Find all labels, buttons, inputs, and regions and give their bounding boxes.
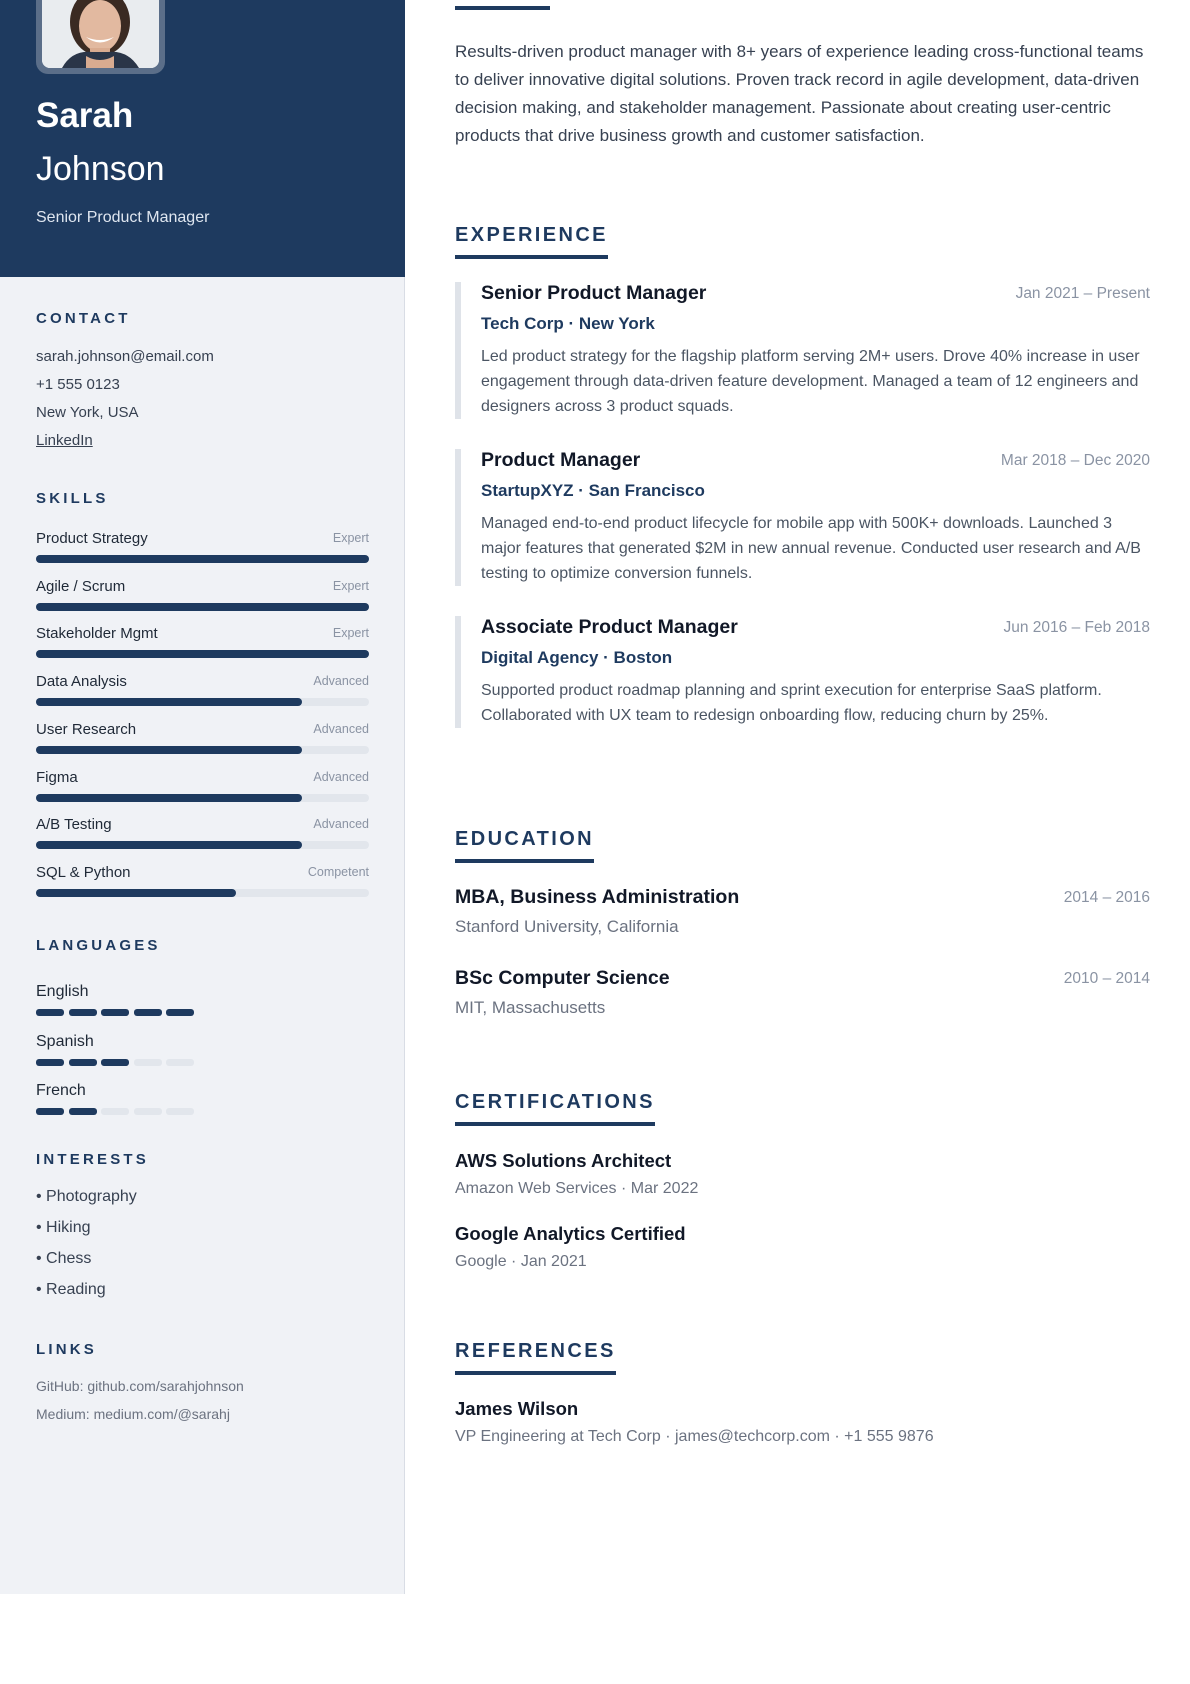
language-name: Spanish	[36, 1032, 94, 1050]
summary-rule	[455, 6, 550, 10]
education-entry	[455, 967, 1150, 1018]
language-level-dot	[134, 1059, 162, 1066]
education-heading: EDUCATION	[455, 828, 594, 863]
skill-level: Advanced	[313, 769, 369, 784]
job-entry	[455, 616, 1150, 728]
language-level-dot	[101, 1059, 129, 1066]
education-entry	[455, 886, 1150, 937]
reference-contact: VP Engineering at Tech Corp · james@techcorp.com · +1 555 9876	[455, 1428, 934, 1445]
skill-name: Figma	[36, 768, 78, 786]
skill-name: Stakeholder Mgmt	[36, 625, 158, 643]
job-company: StartupXYZ · San Francisco	[481, 481, 705, 500]
language-rating	[36, 1009, 196, 1016]
certifications-heading: CERTIFICATIONS	[455, 1091, 655, 1126]
skill-name: SQL & Python	[36, 863, 131, 881]
interest-item: • Reading	[36, 1281, 106, 1298]
language-level-dot	[36, 1059, 64, 1066]
reference-name: James Wilson	[455, 1398, 579, 1419]
skill-level: Expert	[332, 626, 369, 641]
skill-bar-fill	[36, 889, 236, 897]
skill-item	[36, 578, 369, 618]
skill-level: Advanced	[313, 674, 369, 689]
skill-bar-fill	[36, 555, 369, 563]
interest-item: • Hiking	[36, 1219, 91, 1236]
skill-item	[36, 625, 369, 665]
skill-item	[36, 816, 369, 856]
skill-bar-track	[36, 746, 369, 754]
language-level-dot	[101, 1108, 129, 1115]
skill-bar-track	[36, 794, 369, 802]
avatar	[36, 0, 165, 74]
first-name: Sarah	[36, 96, 134, 135]
language-rating	[36, 1108, 196, 1115]
skill-bar-track	[36, 650, 369, 658]
skill-bar-track	[36, 841, 369, 849]
contact-heading: CONTACT	[36, 310, 131, 327]
job-description: Managed end-to-end product lifecycle for mobile app with 500K+ downloads. Launched 3 major features that generated $2M in new annual revenue. Conducted user research and A/B testing to optimize conversion funnels.	[481, 515, 1141, 582]
skill-name: A/B Testing	[36, 816, 112, 834]
job-entry	[455, 282, 1150, 419]
profile-summary: Results-driven product manager with 8+ years of experience leading cross-functional teams to deliver innovative digital solutions. Proven track record in agile development, data-driven decision making, and stakeholder management. Passionate about creating user-centric products that drive business growth and customer satisfaction.	[455, 42, 1144, 145]
language-name: English	[36, 983, 89, 1000]
edu-date: 2014 – 2016	[1063, 889, 1150, 906]
last-name: Johnson	[36, 150, 165, 188]
skill-name: User Research	[36, 720, 137, 738]
language-level-dot	[36, 1009, 64, 1016]
edu-date: 2010 – 2014	[1063, 970, 1150, 987]
medium-link[interactable]: Medium: medium.com/@sarahj	[36, 1406, 230, 1422]
language-level-dot	[166, 1009, 194, 1016]
contact-email[interactable]: sarah.johnson@email.com	[36, 348, 214, 365]
skill-bar-fill	[36, 794, 302, 802]
cert-meta: Amazon Web Services · Mar 2022	[455, 1180, 699, 1197]
language-level-dot	[36, 1108, 64, 1115]
skill-level: Expert	[332, 531, 369, 545]
skill-level: Competent	[307, 864, 369, 879]
job-title: Associate Product Manager	[481, 616, 738, 638]
job-date: Jan 2021 – Present	[1015, 285, 1150, 302]
job-title: Senior Product Manager	[481, 282, 707, 304]
language-level-dot	[134, 1108, 162, 1115]
skill-bar-track	[36, 698, 369, 706]
profile-photo-icon	[42, 0, 159, 68]
skill-item	[36, 530, 369, 570]
job-company: Digital Agency · Boston	[481, 648, 673, 667]
skill-bar-fill	[36, 650, 369, 658]
language-level-dot	[69, 1059, 97, 1066]
language-level-dot	[166, 1059, 194, 1066]
skill-item	[36, 769, 369, 809]
job-role: Senior Product Manager	[36, 209, 210, 226]
job-company: Tech Corp · New York	[481, 314, 655, 333]
language-name: French	[36, 1082, 86, 1099]
references-heading: REFERENCES	[455, 1340, 616, 1375]
cert-name: AWS Solutions Architect	[455, 1150, 672, 1171]
reference-entry	[455, 1398, 1150, 1446]
edu-degree: MBA, Business Administration	[455, 886, 740, 908]
edu-school: Stanford University, California	[455, 917, 679, 936]
skill-name: Data Analysis	[36, 673, 127, 691]
skill-name: Product Strategy	[36, 530, 148, 547]
language-level-dot	[69, 1009, 97, 1016]
language-level-dot	[101, 1009, 129, 1016]
certification-entry	[455, 1223, 1150, 1271]
contact-location: New York, USA	[36, 404, 139, 421]
skill-item	[36, 864, 369, 904]
edu-school: MIT, Massachusetts	[455, 998, 606, 1017]
job-entry	[455, 449, 1150, 586]
language-item	[36, 1082, 216, 1122]
skill-bar-track	[36, 555, 369, 563]
job-date: Jun 2016 – Feb 2018	[1003, 619, 1150, 636]
links-heading: LINKS	[36, 1341, 97, 1358]
skill-bar-fill	[36, 603, 369, 611]
language-item	[36, 983, 216, 1023]
interest-item: • Photography	[36, 1188, 137, 1205]
language-level-dot	[134, 1009, 162, 1016]
job-description: Led product strategy for the flagship platform serving 2M+ users. Drove 40% increase in user engagement through data-driven feature development. Managed a team of 12 engineers and designers across 3 product squads.	[481, 348, 1140, 415]
job-date: Mar 2018 – Dec 2020	[1000, 452, 1150, 469]
language-rating	[36, 1059, 196, 1066]
contact-phone: +1 555 0123	[36, 376, 120, 393]
skill-item	[36, 721, 369, 761]
profile-header	[0, 0, 405, 277]
skill-level: Advanced	[313, 721, 369, 736]
edu-degree: BSc Computer Science	[455, 967, 670, 989]
cert-name: Google Analytics Certified	[455, 1223, 686, 1244]
sidebar	[0, 0, 405, 1594]
interests-heading: INTERESTS	[36, 1151, 149, 1168]
skill-level: Expert	[332, 578, 369, 593]
skill-name: Agile / Scrum	[36, 577, 126, 595]
skill-level: Advanced	[313, 817, 369, 832]
job-description: Supported product roadmap planning and sprint execution for enterprise SaaS platform. Collaborated with UX team to redesign onboarding flow, reducing churn by 25%.	[481, 682, 1102, 724]
certification-entry	[455, 1150, 1150, 1198]
skill-bar-fill	[36, 746, 302, 754]
skill-bar-fill	[36, 841, 302, 849]
skill-item	[36, 673, 369, 713]
language-level-dot	[69, 1108, 97, 1115]
skill-bar-track	[36, 889, 369, 897]
language-item	[36, 1033, 216, 1073]
job-title: Product Manager	[481, 449, 641, 471]
languages-heading: LANGUAGES	[36, 937, 161, 954]
github-link[interactable]: GitHub: github.com/sarahjohnson	[36, 1378, 244, 1394]
skill-bar-fill	[36, 698, 302, 706]
language-level-dot	[166, 1108, 194, 1115]
cert-meta: Google · Jan 2021	[455, 1253, 587, 1270]
experience-heading: EXPERIENCE	[455, 224, 608, 259]
skills-heading: SKILLS	[36, 490, 109, 507]
skill-bar-track	[36, 603, 369, 611]
linkedin-link[interactable]: LinkedIn	[36, 432, 93, 449]
interest-item: • Chess	[36, 1250, 92, 1267]
